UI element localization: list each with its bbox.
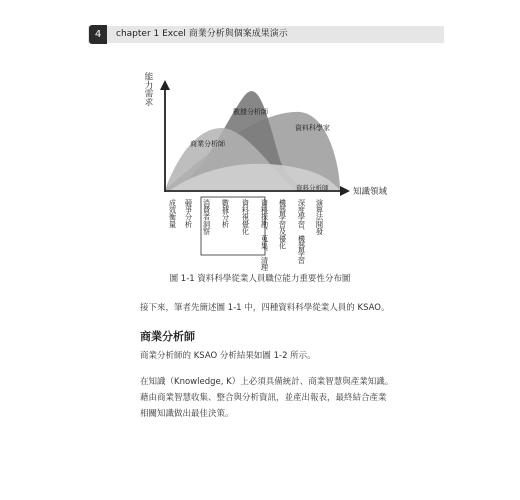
section-heading: 商業分析師 [140,330,195,343]
x-category: 資料探勘、蒐集、清理 [260,199,270,271]
x-category: 機器學習及優化 [278,199,288,250]
x-category: 消費者洞察 [202,199,212,235]
y-axis-arrow [160,80,170,90]
paragraph-line: 藉由商業智慧收集、整合與分析資訊，並產出報表，最終結合產業 [140,393,387,403]
label-data-analyst-2: 資料分析師 [296,184,329,192]
page-number: 4 [89,25,107,44]
x-category: 資料視覺化 [241,199,251,235]
body-paragraph-2: 商業分析師的 KSAO 分析結果如圖 1-2 所示。 [140,351,316,361]
x-category: 成效衡量 [168,199,178,228]
label-business-analyst: 商業分析師 [190,140,225,148]
label-data-scientist: 資料科學家 [295,124,330,132]
x-category: 競爭分析 [184,199,194,228]
label-data-analyst: 數據分析師 [233,108,268,116]
body-paragraph-3 [140,374,440,422]
paragraph-line: 相關知識做出最佳決策。 [140,409,234,419]
x-category: 深度學習、機器學習 [297,199,307,264]
x-category: 數據分析 [221,199,231,228]
x-category: 演算法開發 [315,199,325,235]
paragraph-line: 在知識（Knowledge, K）上必須具備統計、商業智慧與產業知識。 [140,377,394,387]
y-axis-label: 能力需求 [143,72,153,106]
chapter-title: chapter 1 Excel 商業分析與個案成果演示 [116,29,288,39]
figure-caption: 圖 1-1 資料科學從業人員職位能力重要性分布圖 [169,274,351,284]
body-paragraph-1: 接下來，筆者先簡述圖 1-1 中，四種資料科學從業人員的 KSAO。 [140,303,390,313]
x-axis-label: 知識領域 [353,187,388,197]
x-axis-arrow [340,186,350,196]
